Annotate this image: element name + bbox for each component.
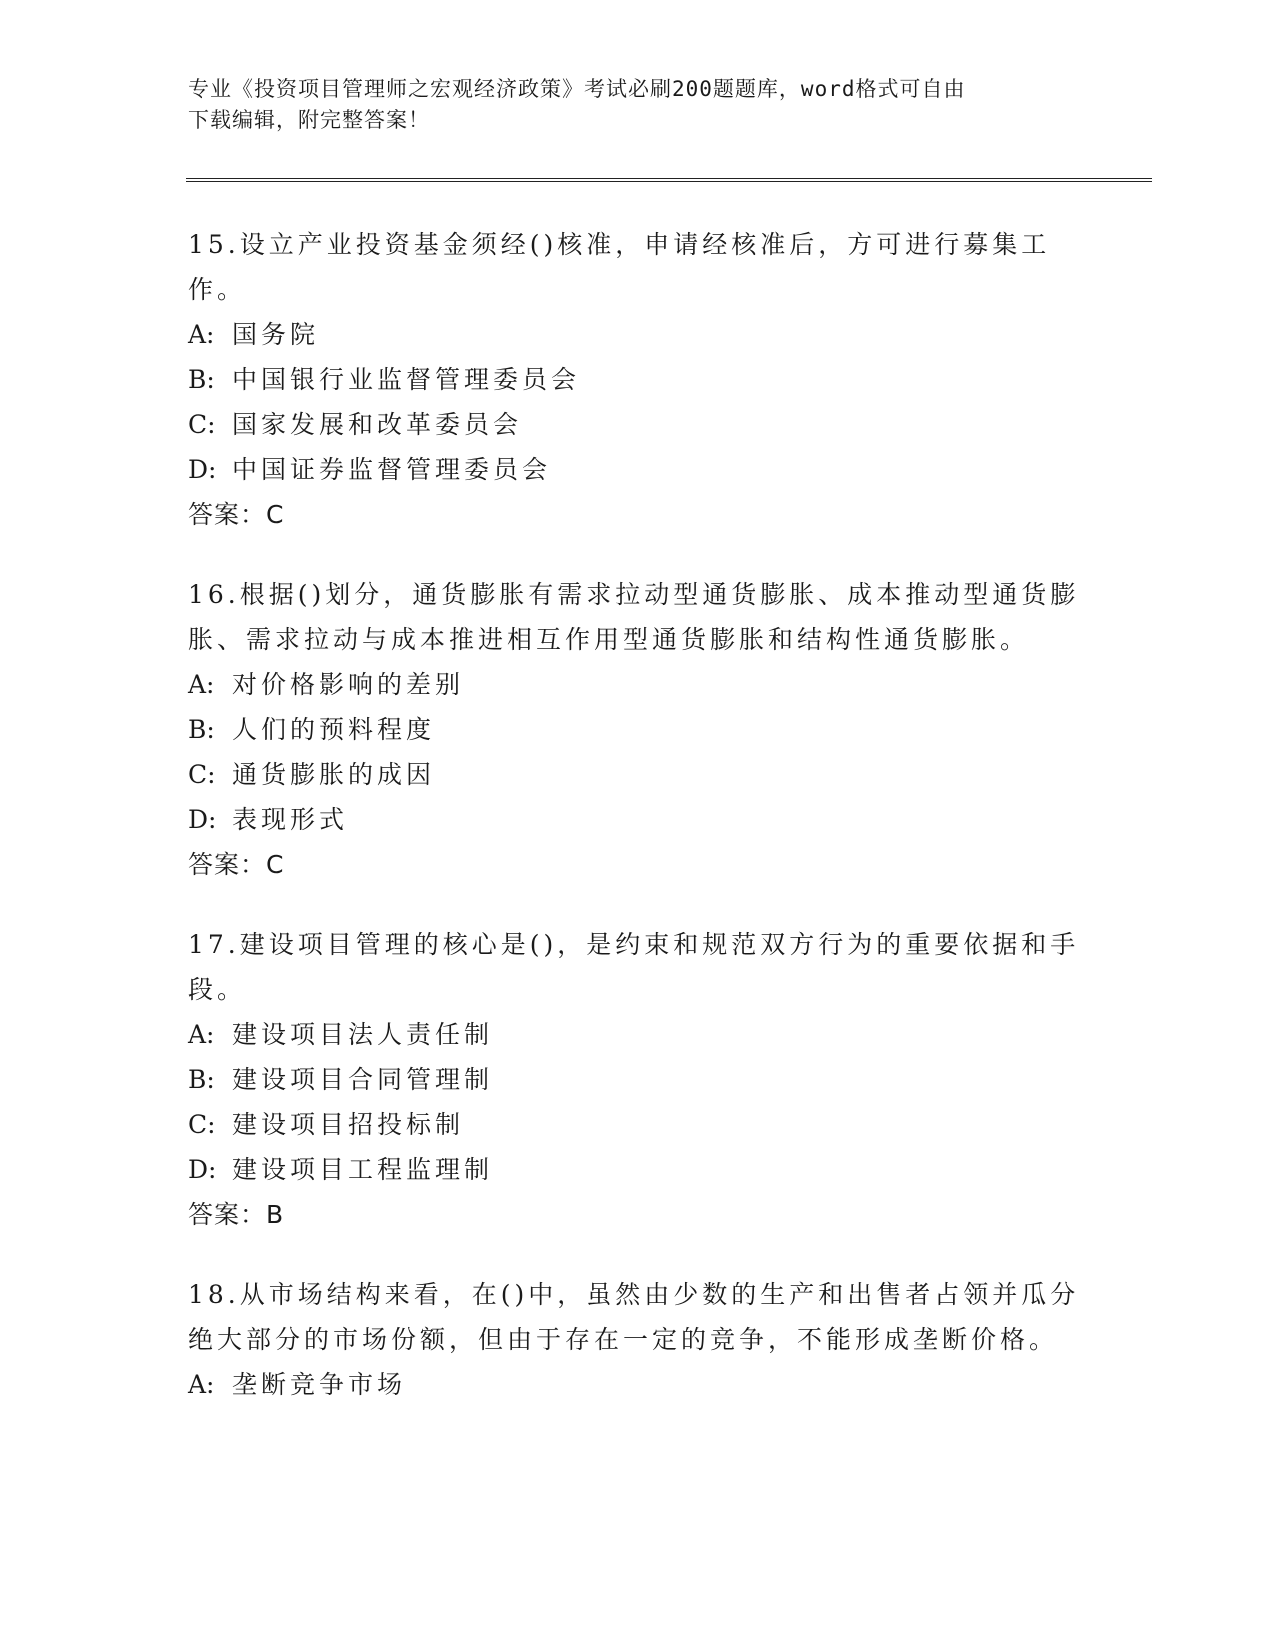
option-letter: A:: [188, 670, 215, 699]
option-text: 表现形式: [232, 805, 349, 834]
option-text: 垄断竞争市场: [232, 1370, 407, 1399]
answer: 答案：C: [188, 850, 285, 879]
question-16: [188, 572, 1088, 888]
option-text: 通货膨胀的成因: [232, 760, 436, 789]
option-letter: C:: [188, 760, 216, 789]
option-text: 国务院: [232, 320, 320, 349]
option-letter: A:: [188, 1370, 215, 1399]
option-a: [188, 312, 1088, 357]
header-divider: [186, 178, 1152, 182]
document-header: [188, 74, 1088, 136]
question-stem: 15.设立产业投资基金须经()核准，申请经核准后，方可进行募集工作。: [188, 230, 1051, 304]
question-stem: 16.根据()划分，通货膨胀有需求拉动型通货膨胀、成本推动型通货膨胀、需求拉动与成本推进相互作用型通货膨胀和结构性通货膨胀。: [188, 580, 1080, 654]
option-a: [188, 662, 1088, 707]
question-17: [188, 922, 1088, 1238]
option-b: [188, 707, 1088, 752]
option-b: [188, 357, 1088, 402]
option-letter: C:: [188, 1110, 216, 1139]
option-c: [188, 1102, 1088, 1147]
option-text: 中国证券监督管理委员会: [232, 455, 552, 484]
option-a: [188, 1012, 1088, 1057]
option-text: 国家发展和改革委员会: [232, 410, 523, 439]
header-line-1: 专业《投资项目管理师之宏观经济政策》考试必刷200题题库，word格式可自由: [188, 77, 966, 101]
answer: 答案：C: [188, 500, 285, 529]
option-letter: A:: [188, 320, 215, 349]
option-text: 建设项目合同管理制: [232, 1065, 494, 1094]
option-letter: B:: [188, 715, 215, 744]
option-text: 建设项目工程监理制: [232, 1155, 494, 1184]
option-letter: C:: [188, 410, 216, 439]
option-d: [188, 1147, 1088, 1192]
option-text: 人们的预料程度: [232, 715, 436, 744]
option-c: [188, 752, 1088, 797]
question-18: [188, 1272, 1088, 1407]
option-letter: D:: [188, 455, 217, 484]
option-letter: D:: [188, 805, 217, 834]
question-stem: 17.建设项目管理的核心是()，是约束和规范双方行为的重要依据和手段。: [188, 930, 1080, 1004]
option-text: 中国银行业监督管理委员会: [232, 365, 581, 394]
option-c: [188, 402, 1088, 447]
option-letter: A:: [188, 1020, 215, 1049]
answer: 答案：B: [188, 1200, 285, 1229]
option-b: [188, 1057, 1088, 1102]
option-letter: B:: [188, 365, 215, 394]
option-d: [188, 797, 1088, 842]
header-line-2: 下载编辑，附完整答案！: [188, 108, 430, 132]
option-text: 建设项目法人责任制: [232, 1020, 494, 1049]
option-d: [188, 447, 1088, 492]
option-letter: B:: [188, 1065, 215, 1094]
option-letter: D:: [188, 1155, 217, 1184]
option-text: 建设项目招投标制: [232, 1110, 465, 1139]
question-stem: 18.从市场结构来看，在()中，虽然由少数的生产和出售者占领并瓜分绝大部分的市场份额，但由于存在一定的竞争，不能形成垄断价格。: [188, 1280, 1080, 1354]
question-15: [188, 222, 1088, 538]
option-a: [188, 1362, 1088, 1407]
option-text: 对价格影响的差别: [232, 670, 465, 699]
